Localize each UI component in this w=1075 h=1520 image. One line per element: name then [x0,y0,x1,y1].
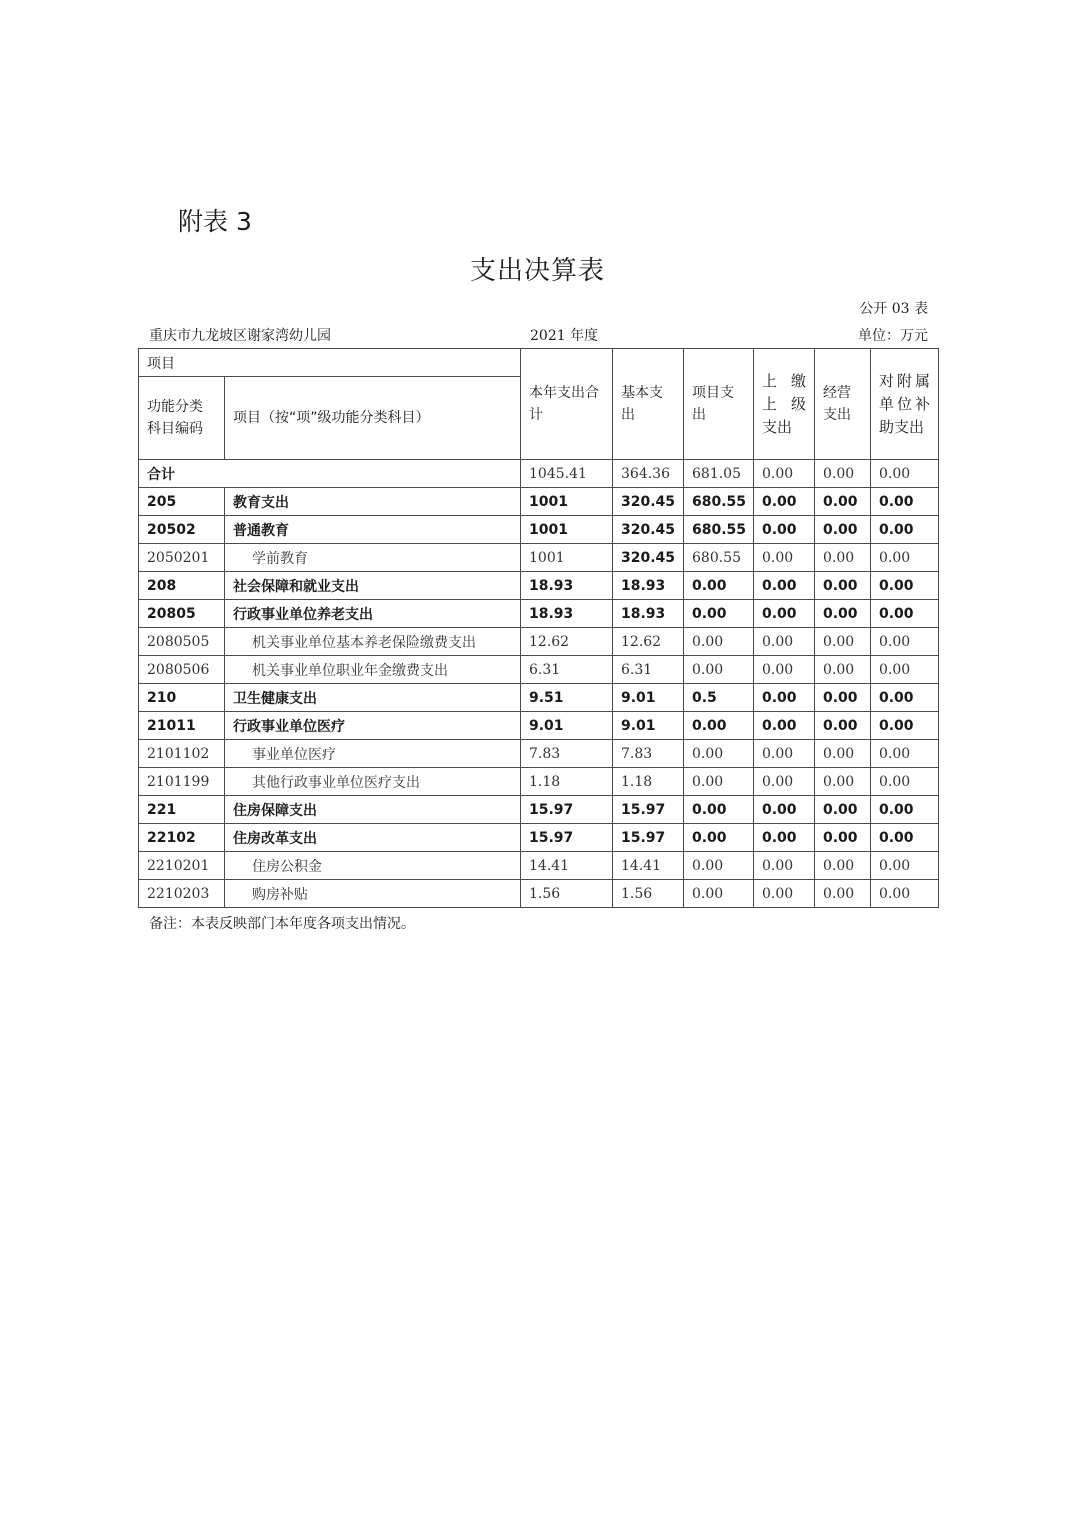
cell-code: 2210203 [139,880,225,908]
cell-subsidy: 0.00 [871,712,939,740]
cell-upper: 0.00 [754,824,815,852]
cell-code: 20805 [139,600,225,628]
cell-project: 0.5 [684,684,754,712]
cell-total: 15.97 [521,824,613,852]
cell-business: 0.00 [815,600,871,628]
cell-project: 0.00 [684,852,754,880]
cell-subsidy: 0.00 [871,488,939,516]
header-subsidy [871,349,939,460]
cell-code: 20502 [139,516,225,544]
cell-name: 教育支出 [225,488,521,516]
cell-project: 0.00 [684,712,754,740]
cell-business: 0.00 [815,628,871,656]
header-business: 经营支出 [815,349,871,460]
total-project: 681.05 [684,460,754,488]
table-row [139,572,939,600]
cell-name: 事业单位医疗 [225,740,521,768]
cell-project: 0.00 [684,768,754,796]
cell-upper: 0.00 [754,684,815,712]
cell-upper: 0.00 [754,628,815,656]
cell-subsidy: 0.00 [871,880,939,908]
cell-total: 6.31 [521,656,613,684]
expenditure-table [138,348,939,908]
header-project: 项目支出 [684,349,754,460]
cell-business: 0.00 [815,544,871,572]
cell-business: 0.00 [815,824,871,852]
table-row [139,880,939,908]
header-name: 项目（按“项”级功能分类科目） [225,377,521,460]
cell-total: 1.18 [521,768,613,796]
cell-total: 1001 [521,516,613,544]
cell-total: 1.56 [521,880,613,908]
cell-project: 680.55 [684,516,754,544]
cell-basic: 320.45 [613,516,684,544]
header-item: 项目 [139,349,521,377]
header-total: 本年支出合计 [521,349,613,460]
table-row [139,544,939,572]
cell-upper: 0.00 [754,516,815,544]
cell-name: 住房公积金 [225,852,521,880]
cell-business: 0.00 [815,740,871,768]
cell-business: 0.00 [815,712,871,740]
table-row [139,600,939,628]
total-label: 合计 [139,460,521,488]
cell-subsidy: 0.00 [871,572,939,600]
cell-business: 0.00 [815,516,871,544]
cell-code: 22102 [139,824,225,852]
organization-name: 重庆市九龙坡区谢家湾幼儿园 [149,328,331,344]
table-row [139,852,939,880]
cell-code: 2101102 [139,740,225,768]
total-upper: 0.00 [754,460,815,488]
cell-subsidy: 0.00 [871,684,939,712]
cell-basic: 18.93 [613,600,684,628]
cell-subsidy: 0.00 [871,516,939,544]
cell-subsidy: 0.00 [871,656,939,684]
cell-upper: 0.00 [754,572,815,600]
cell-business: 0.00 [815,656,871,684]
cell-total: 15.97 [521,796,613,824]
cell-project: 0.00 [684,740,754,768]
cell-basic: 12.62 [613,628,684,656]
total-subsidy: 0.00 [871,460,939,488]
cell-business: 0.00 [815,684,871,712]
cell-code: 2101199 [139,768,225,796]
cell-upper: 0.00 [754,880,815,908]
header-subsidy-text: 对附属单位补助支出 [879,371,930,436]
cell-business: 0.00 [815,488,871,516]
cell-subsidy: 0.00 [871,796,939,824]
cell-total: 1001 [521,488,613,516]
cell-upper: 0.00 [754,600,815,628]
cell-business: 0.00 [815,572,871,600]
cell-name: 住房改革支出 [225,824,521,852]
cell-basic: 9.01 [613,684,684,712]
cell-project: 0.00 [684,600,754,628]
table-row [139,796,939,824]
table-row [139,488,939,516]
cell-code: 205 [139,488,225,516]
cell-name: 行政事业单位养老支出 [225,600,521,628]
header-upper-text: 上缴上级支出 [762,371,806,436]
cell-upper: 0.00 [754,796,815,824]
table-row [139,824,939,852]
cell-basic: 9.01 [613,712,684,740]
header-upper [754,349,815,460]
cell-name: 卫生健康支出 [225,684,521,712]
cell-code: 210 [139,684,225,712]
cell-upper: 0.00 [754,740,815,768]
cell-total: 7.83 [521,740,613,768]
cell-upper: 0.00 [754,656,815,684]
table-row [139,516,939,544]
footnote: 备注：本表反映部门本年度各项支出情况。 [149,916,415,932]
cell-code: 2210201 [139,852,225,880]
cell-code: 2080506 [139,656,225,684]
currency-unit: 单位：万元 [858,328,928,344]
cell-upper: 0.00 [754,712,815,740]
cell-upper: 0.00 [754,852,815,880]
cell-name: 住房保障支出 [225,796,521,824]
cell-business: 0.00 [815,768,871,796]
cell-name: 行政事业单位医疗 [225,712,521,740]
table-number: 公开 03 表 [859,301,928,317]
table-row [139,684,939,712]
cell-business: 0.00 [815,852,871,880]
cell-business: 0.00 [815,796,871,824]
cell-upper: 0.00 [754,768,815,796]
cell-subsidy: 0.00 [871,852,939,880]
cell-upper: 0.00 [754,544,815,572]
cell-basic: 7.83 [613,740,684,768]
cell-subsidy: 0.00 [871,768,939,796]
cell-project: 0.00 [684,656,754,684]
cell-upper: 0.00 [754,488,815,516]
total-total: 1045.41 [521,460,613,488]
attachment-label: 附表 3 [178,207,252,236]
cell-code: 208 [139,572,225,600]
cell-total: 18.93 [521,572,613,600]
cell-name: 机关事业单位职业年金缴费支出 [225,656,521,684]
cell-basic: 1.56 [613,880,684,908]
cell-project: 0.00 [684,880,754,908]
cell-total: 18.93 [521,600,613,628]
cell-basic: 15.97 [613,824,684,852]
cell-basic: 1.18 [613,768,684,796]
table-row [139,656,939,684]
cell-name: 购房补贴 [225,880,521,908]
page-title: 支出决算表 [469,256,605,286]
cell-total: 1001 [521,544,613,572]
cell-basic: 18.93 [613,572,684,600]
table-row [139,740,939,768]
fiscal-year: 2021 年度 [530,328,599,344]
cell-code: 2080505 [139,628,225,656]
cell-code: 21011 [139,712,225,740]
table-row [139,628,939,656]
total-basic: 364.36 [613,460,684,488]
cell-subsidy: 0.00 [871,740,939,768]
cell-basic: 14.41 [613,852,684,880]
cell-name: 学前教育 [225,544,521,572]
cell-subsidy: 0.00 [871,600,939,628]
cell-project: 680.55 [684,488,754,516]
total-business: 0.00 [815,460,871,488]
cell-project: 0.00 [684,628,754,656]
cell-name: 其他行政事业单位医疗支出 [225,768,521,796]
header-code: 功能分类科目编码 [139,377,225,460]
cell-name: 机关事业单位基本养老保险缴费支出 [225,628,521,656]
cell-business: 0.00 [815,880,871,908]
cell-project: 680.55 [684,544,754,572]
cell-code: 2050201 [139,544,225,572]
header-basic: 基本支出 [613,349,684,460]
cell-project: 0.00 [684,796,754,824]
cell-project: 0.00 [684,572,754,600]
table-row [139,768,939,796]
cell-basic: 15.97 [613,796,684,824]
cell-name: 社会保障和就业支出 [225,572,521,600]
cell-total: 9.51 [521,684,613,712]
cell-subsidy: 0.00 [871,544,939,572]
cell-total: 12.62 [521,628,613,656]
cell-basic: 6.31 [613,656,684,684]
cell-subsidy: 0.00 [871,628,939,656]
cell-name: 普通教育 [225,516,521,544]
cell-project: 0.00 [684,824,754,852]
cell-subsidy: 0.00 [871,824,939,852]
cell-basic: 320.45 [613,488,684,516]
cell-basic: 320.45 [613,544,684,572]
cell-code: 221 [139,796,225,824]
table-row [139,712,939,740]
cell-total: 14.41 [521,852,613,880]
cell-total: 9.01 [521,712,613,740]
